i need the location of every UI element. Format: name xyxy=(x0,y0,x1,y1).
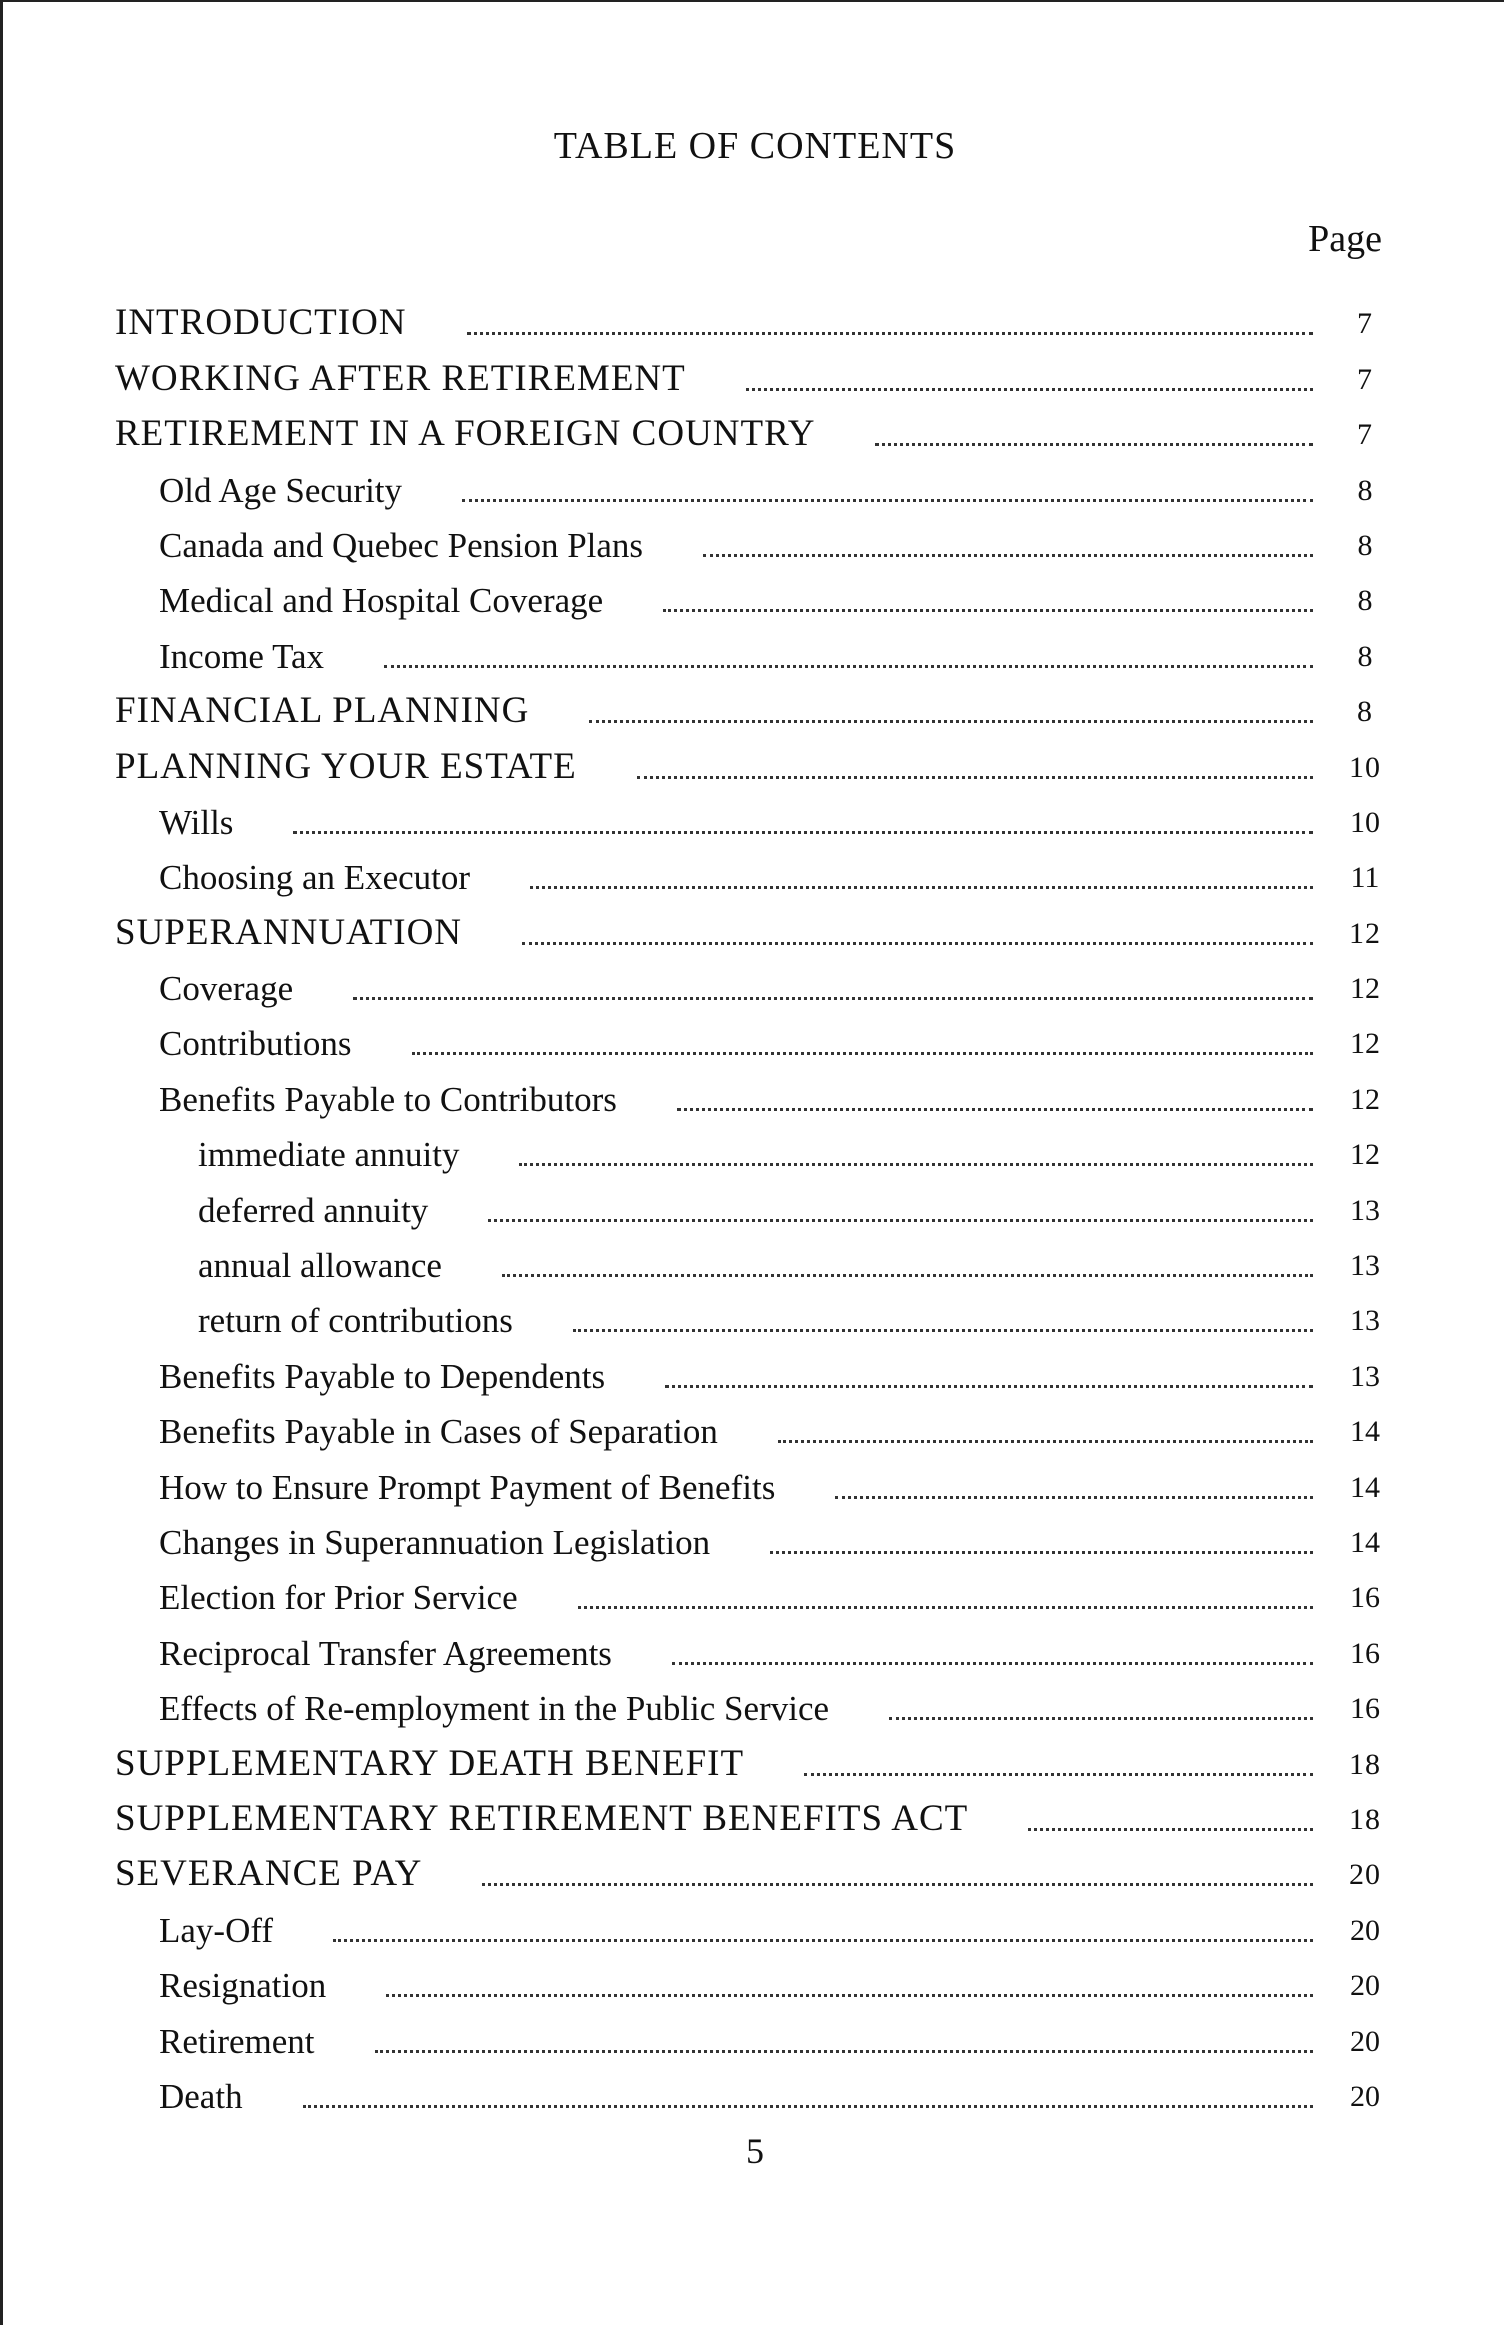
toc-entry-label: Coverage xyxy=(159,969,294,1009)
toc-entry-label: SUPERANNUATION xyxy=(115,911,463,953)
toc-entry xyxy=(115,1898,1395,1953)
dot-leader xyxy=(462,499,1313,502)
toc-entry-label: immediate annuity xyxy=(198,1135,460,1175)
toc-entry-page: 8 xyxy=(1357,528,1373,562)
dot-leader xyxy=(589,720,1313,723)
dot-leader xyxy=(412,1052,1313,1055)
toc-entry-page: 13 xyxy=(1350,1193,1380,1227)
dot-leader xyxy=(502,1274,1313,1277)
toc-entry-page: 14 xyxy=(1350,1470,1380,1504)
toc-entry-page: 14 xyxy=(1350,1415,1380,1449)
toc-entry-page: 18 xyxy=(1349,1747,1381,1781)
toc-entry-label: Old Age Security xyxy=(159,470,403,510)
toc-entry xyxy=(115,846,1395,901)
toc-entry xyxy=(115,1732,1395,1787)
toc-entry xyxy=(115,292,1395,347)
toc-entry xyxy=(115,569,1395,624)
toc-entry xyxy=(115,403,1395,458)
toc-entry-label: Wills xyxy=(159,802,234,842)
toc-entry-page: 20 xyxy=(1350,1969,1380,2003)
toc-entry xyxy=(115,680,1395,735)
toc-entry-label: SUPPLEMENTARY RETIREMENT BENEFITS ACT xyxy=(115,1797,969,1839)
dot-leader xyxy=(293,831,1313,834)
toc-entry-label: SEVERANCE PAY xyxy=(115,1853,423,1895)
toc-entry xyxy=(115,1954,1395,2009)
toc-entry xyxy=(115,1067,1395,1122)
dot-leader xyxy=(875,443,1313,446)
dot-leader xyxy=(703,554,1313,557)
toc-entry-label: Benefits Payable in Cases of Separation xyxy=(159,1412,718,1452)
toc-entry-label: Retirement xyxy=(159,2021,315,2061)
toc-entry-page: 10 xyxy=(1349,750,1381,784)
dot-leader xyxy=(677,1108,1313,1111)
toc-entry-label: Changes in Superannuation Legislation xyxy=(159,1522,711,1562)
toc-entry-page: 12 xyxy=(1350,972,1380,1006)
toc-entry-page: 13 xyxy=(1350,1249,1380,1283)
toc-entry xyxy=(115,1012,1395,1067)
dot-leader xyxy=(522,942,1313,945)
dot-leader xyxy=(482,1883,1313,1886)
toc-entry-label: FINANCIAL PLANNING xyxy=(115,690,530,732)
dot-leader xyxy=(375,2050,1313,2053)
toc-entry xyxy=(115,624,1395,679)
toc-entry-page: 20 xyxy=(1350,2079,1380,2113)
dot-leader xyxy=(384,665,1313,668)
toc-entry xyxy=(115,901,1395,956)
dot-leader xyxy=(663,609,1313,612)
toc-entry-page: 14 xyxy=(1350,1525,1380,1559)
toc-entry xyxy=(115,1123,1395,1178)
dot-leader xyxy=(519,1163,1313,1166)
toc-entry-page: 7 xyxy=(1357,307,1373,341)
toc-entry-page: 16 xyxy=(1350,1636,1380,1670)
toc-entry xyxy=(115,1511,1395,1566)
dot-leader xyxy=(573,1329,1313,1332)
dot-leader xyxy=(303,2105,1313,2108)
toc-entry-label: INTRODUCTION xyxy=(115,302,407,344)
dot-leader xyxy=(835,1496,1313,1499)
dot-leader xyxy=(530,886,1313,889)
toc-entry xyxy=(115,1621,1395,1676)
toc-entry xyxy=(115,1566,1395,1621)
toc-entry xyxy=(115,1289,1395,1344)
toc-entry-page: 12 xyxy=(1350,1138,1380,1172)
toc-entry-label: Election for Prior Service xyxy=(159,1578,518,1618)
toc-entry xyxy=(115,735,1395,790)
dot-leader xyxy=(467,332,1313,335)
toc-entry-page: 20 xyxy=(1350,2024,1380,2058)
dot-leader xyxy=(746,388,1313,391)
toc-entry-label: RETIREMENT IN A FOREIGN COUNTRY xyxy=(115,413,816,455)
dot-leader xyxy=(353,997,1313,1000)
toc-entry-label: Death xyxy=(159,2076,243,2116)
page-number: 5 xyxy=(746,2131,764,2171)
toc-entry-page: 16 xyxy=(1350,1692,1380,1726)
toc-entry-label: Income Tax xyxy=(159,636,325,676)
dot-leader xyxy=(578,1606,1313,1609)
toc-entry-label: Effects of Re-employment in the Public Service xyxy=(159,1689,830,1729)
toc-entry xyxy=(115,347,1395,402)
toc-entry-label: Benefits Payable to Dependents xyxy=(159,1356,606,1396)
toc-entry xyxy=(115,1400,1395,1455)
toc-entry-page: 8 xyxy=(1357,584,1373,618)
toc-entry-label: return of contributions xyxy=(198,1301,513,1341)
dot-leader xyxy=(637,776,1313,779)
dot-leader xyxy=(488,1219,1313,1222)
dot-leader xyxy=(333,1939,1313,1942)
toc-entry-label: SUPPLEMENTARY DEATH BENEFIT xyxy=(115,1742,745,1784)
toc-entry xyxy=(115,514,1395,569)
toc-entry-page: 12 xyxy=(1350,1082,1380,1116)
toc-entry xyxy=(115,2065,1395,2120)
dot-leader xyxy=(665,1385,1313,1388)
toc-entry-page: 11 xyxy=(1350,861,1380,895)
toc-entry-label: Reciprocal Transfer Agreements xyxy=(159,1633,612,1673)
toc-entry-page: 8 xyxy=(1357,639,1373,673)
toc-entry xyxy=(115,791,1395,846)
toc-entry xyxy=(115,1344,1395,1399)
toc-entry-label: WORKING AFTER RETIREMENT xyxy=(115,357,686,399)
toc-entry-page: 12 xyxy=(1349,916,1381,950)
dot-leader xyxy=(770,1551,1313,1554)
toc-entry-page: 7 xyxy=(1357,418,1373,452)
dot-leader xyxy=(672,1662,1313,1665)
toc-list xyxy=(115,292,1395,2120)
toc-entry-label: deferred annuity xyxy=(198,1190,429,1230)
toc-entry-label: Contributions xyxy=(159,1024,352,1064)
toc-entry xyxy=(115,1178,1395,1233)
toc-entry-page: 8 xyxy=(1357,473,1373,507)
toc-entry-page: 20 xyxy=(1349,1858,1381,1892)
toc-entry-label: Medical and Hospital Coverage xyxy=(159,581,604,621)
toc-entry-page: 16 xyxy=(1350,1581,1380,1615)
toc-entry-page: 10 xyxy=(1350,805,1380,839)
toc-entry xyxy=(115,2009,1395,2064)
toc-entry xyxy=(115,458,1395,513)
toc-entry-label: Benefits Payable to Contributors xyxy=(159,1079,617,1119)
toc-entry-page: 7 xyxy=(1357,362,1373,396)
toc-entry xyxy=(115,957,1395,1012)
toc-entry xyxy=(115,1843,1395,1898)
toc-entry-label: How to Ensure Prompt Payment of Benefits xyxy=(159,1467,776,1507)
toc-entry-label: PLANNING YOUR ESTATE xyxy=(115,745,577,787)
toc-entry-label: Resignation xyxy=(159,1966,327,2006)
toc-entry-page: 12 xyxy=(1350,1027,1380,1061)
toc-entry-label: Choosing an Executor xyxy=(159,858,471,898)
toc-entry-page: 13 xyxy=(1350,1359,1380,1393)
page-column-header: Page xyxy=(1308,218,1382,260)
dot-leader xyxy=(889,1717,1313,1720)
toc-entry xyxy=(115,1677,1395,1732)
toc-entry-label: Canada and Quebec Pension Plans xyxy=(159,525,644,565)
toc-entry xyxy=(115,1788,1395,1843)
page-title: TABLE OF CONTENTS xyxy=(553,125,957,167)
dot-leader xyxy=(778,1440,1313,1443)
toc-entry-page: 18 xyxy=(1349,1802,1381,1836)
dot-leader xyxy=(1028,1828,1313,1831)
dot-leader xyxy=(386,1994,1313,1997)
dot-leader xyxy=(804,1773,1313,1776)
toc-entry xyxy=(115,1455,1395,1510)
toc-entry-page: 13 xyxy=(1350,1304,1380,1338)
toc-entry xyxy=(115,1234,1395,1289)
toc-entry-page: 8 xyxy=(1357,695,1373,729)
toc-entry-label: Lay-Off xyxy=(159,1910,274,1950)
toc-entry-label: annual allowance xyxy=(198,1246,442,1286)
toc-entry-page: 20 xyxy=(1350,1913,1380,1947)
